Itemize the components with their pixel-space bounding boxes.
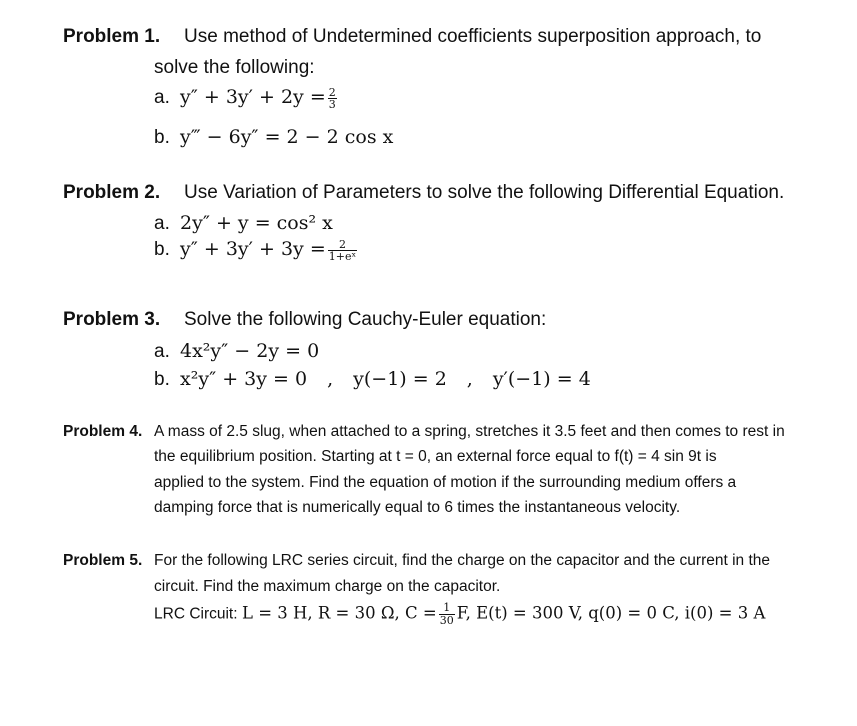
problem-2-item-a (154, 212, 333, 235)
problem-5-circuit-line (154, 602, 765, 626)
equation: y‴ − 6y″ = 2 − 2 cos x (180, 126, 394, 148)
equation-lhs: y″ + 3y′ + 3y = (180, 238, 326, 260)
problem-2-text-line-1: Use Variation of Parameters to solve the following Differential Equation. (184, 182, 785, 203)
problem-3-text-line-1: Solve the following Cauchy-Euler equation: (184, 309, 547, 330)
capacitance-fraction (439, 602, 455, 626)
problem-3-item-a (154, 340, 319, 363)
equation: 2y″ + y = cos² x (180, 212, 333, 234)
fraction (328, 87, 337, 111)
fraction-denominator: 30 (439, 613, 454, 627)
equation: 4x²y″ − 2y = 0 (180, 340, 320, 362)
problem-3-item-b (154, 368, 591, 391)
fraction (328, 239, 357, 263)
separator-comma: , (327, 368, 334, 390)
circuit-equation-part-2: F, E(t) = 300 V, q(0) = 0 C, i(0) = 3 A (456, 603, 766, 623)
problem-4-line-3: applied to the system. Find the equation of motion if the surrounding medium offers a (154, 474, 737, 491)
problem-5-line-2: circuit. Find the maximum charge on the capacitor. (154, 578, 501, 595)
problem-1-label: Problem 1. (63, 26, 161, 47)
fraction-numerator: 1 (439, 602, 455, 615)
problem-1-item-b (154, 126, 393, 149)
fraction-denominator: 1+eˣ (328, 250, 357, 264)
problem-5-line-1: For the following LRC series circuit, find the charge on the capacitor and the current in the (154, 552, 771, 569)
separator-comma: , (466, 368, 473, 390)
item-letter: a. (154, 341, 170, 362)
problem-5-label: Problem 5. (63, 552, 143, 569)
problem-4-line-4: damping force that is numerically equal to 6 times the instantaneous velocity. (154, 499, 681, 516)
equation-lhs: y″ + 3y′ + 2y = (180, 86, 326, 108)
circuit-label: LRC Circuit: (154, 605, 238, 623)
problem-2-label: Problem 2. (63, 182, 161, 203)
initial-condition-1: y(−1) = 2 (353, 368, 447, 390)
item-letter: b. (154, 239, 170, 260)
item-letter: b. (154, 127, 170, 148)
item-letter: a. (154, 213, 170, 234)
fraction-numerator: 2 (328, 85, 336, 99)
fraction-denominator: 3 (328, 98, 336, 112)
initial-condition-2: y′(−1) = 4 (492, 368, 591, 390)
problem-1-item-a (154, 86, 339, 111)
problem-4-label: Problem 4. (63, 423, 143, 440)
item-letter: b. (154, 369, 170, 390)
fraction-numerator: 2 (328, 239, 357, 252)
problem-1-text-line-2: solve the following: (154, 57, 315, 78)
equation: x²y″ + 3y = 0 (180, 368, 308, 390)
problem-4-line-2: the equilibrium position. Starting at t = 0, an external force equal to f(t) = 4 sin 9t is (154, 448, 717, 465)
problem-2-item-b (154, 238, 359, 263)
problem-3-label: Problem 3. (63, 309, 161, 330)
problem-1-text-line-1: Use method of Undetermined coefficients superposition approach, to (184, 26, 762, 47)
circuit-equation-part-1: L = 3 H, R = 30 Ω, C = (242, 603, 437, 623)
item-letter: a. (154, 87, 170, 108)
problem-4-line-1: A mass of 2.5 slug, when attached to a spring, stretches it 3.5 feet and then comes to rest in (154, 423, 785, 440)
